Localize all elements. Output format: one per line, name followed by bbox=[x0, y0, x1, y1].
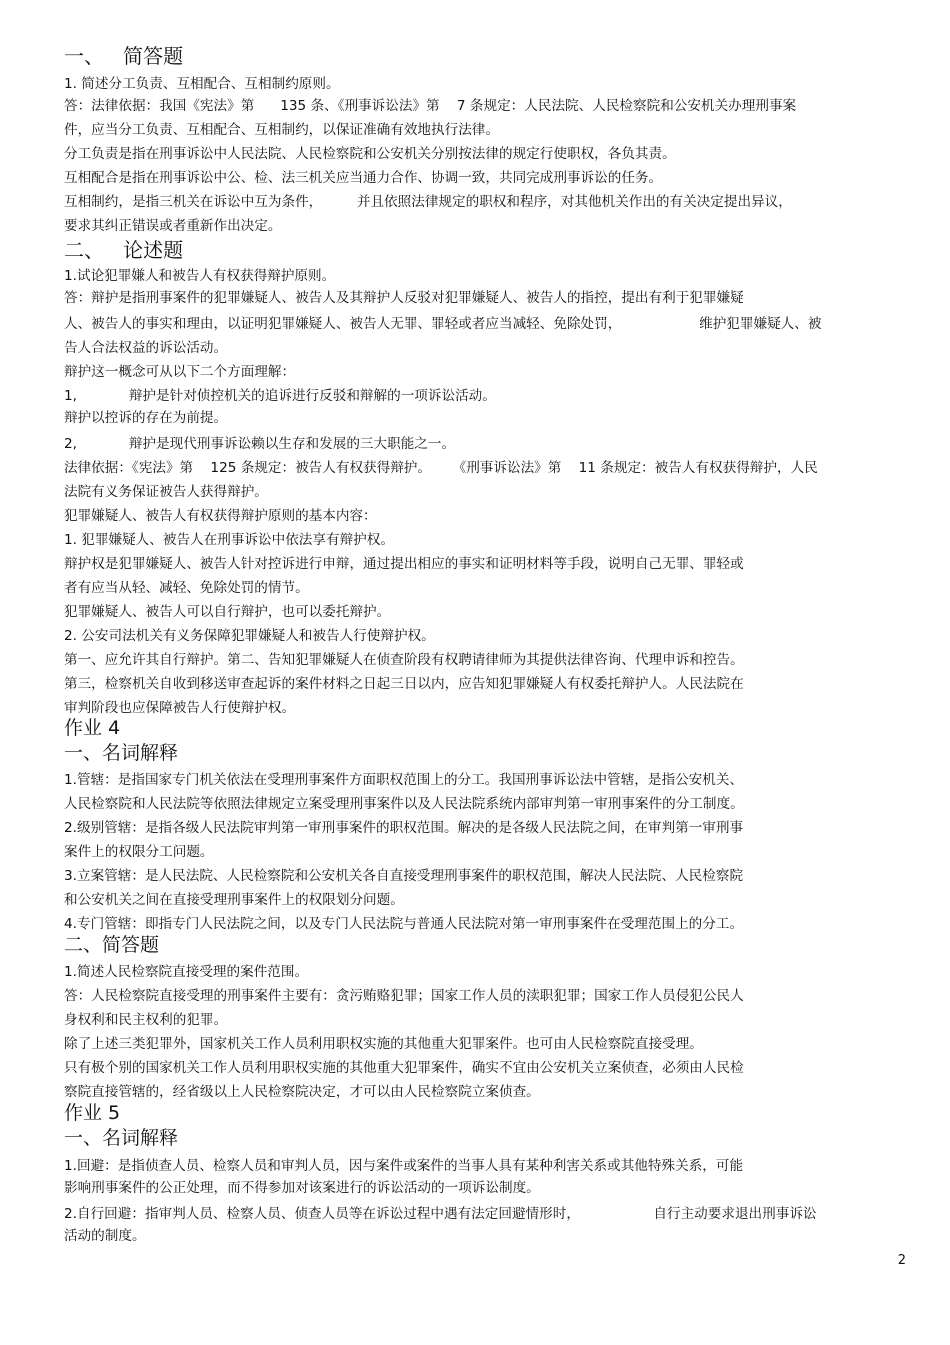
question: 1.试论犯罪嫌人和被告人有权获得辩护原则。 bbox=[64, 268, 336, 284]
text-line: 案件上的权限分工问题。 bbox=[64, 844, 214, 860]
assignment-title: 作业 5 bbox=[64, 1102, 121, 1124]
text-line: 人、被告人的事实和理由，以证明犯罪嫌疑人、被告人无罪、罪轻或者应当减轻、免除处罚， 维护犯罪嫌疑人、被 bbox=[64, 316, 822, 332]
text-line: 3.立案管辖：是人民法院、人民检察院和公安机关各自直接受理刑事案件的职权范围，解决人民法院、人民检察院 bbox=[64, 868, 744, 884]
text-line: 1, 辩护是针对侦控机关的追诉进行反驳和辩解的一项诉讼活动。 bbox=[64, 388, 496, 404]
text-line: 身权利和民主权利的犯罪。 bbox=[64, 1012, 228, 1028]
text-line: 互相制约，是指三机关在诉讼中互为条件， 并且依照法律规定的职权和程序，对其他机关作出的有关决定提出异议， bbox=[64, 194, 792, 210]
text-line: 2.自行回避：指审判人员、检察人员、侦查人员等在诉讼过程中遇有法定回避情形时， 自行主动要求退出刑事诉讼 bbox=[64, 1206, 817, 1222]
text-line: 和公安机关之间在直接受理刑事案件上的权限划分问题。 bbox=[64, 892, 404, 908]
text-line: 件，应当分工负责、互相配合、互相制约，以保证准确有效地执行法律。 bbox=[64, 122, 499, 138]
text-line: 审判阶段也应保障被告人行使辩护权。 bbox=[64, 700, 296, 716]
text-line: 人民检察院和人民法院等依照法律规定立案受理刑事案件以及人民法院系统内部审判第一审刑事案件的分工制度。 bbox=[64, 796, 744, 812]
text-line: 活动的制度。 bbox=[64, 1228, 146, 1244]
text-line: 1.管辖：是指国家专门机关依法在受理刑事案件方面职权范围上的分工。我国刑事诉讼法中管辖，是指公安机关、 bbox=[64, 772, 744, 788]
text-line: 法院有义务保证被告人获得辩护。 bbox=[64, 484, 268, 500]
text-line: 只有极个别的国家机关工作人员利用职权实施的其他重大犯罪案件，确实不宜由公安机关立案侦查，必须由人民检 bbox=[64, 1060, 744, 1076]
text-line: 要求其纠正错误或者重新作出决定。 bbox=[64, 218, 282, 234]
text-line: 2. 公安司法机关有义务保障犯罪嫌疑人和被告人行使辩护权。 bbox=[64, 628, 435, 644]
text-line: 答：辩护是指刑事案件的犯罪嫌疑人、被告人及其辩护人反驳对犯罪嫌疑人、被告人的指控，提出有利于犯罪嫌疑 bbox=[64, 290, 744, 306]
text-line: 1.回避：是指侦查人员、检察人员和审判人员，因与案件或案件的当事人具有某种利害关系或其他特殊关系，可能 bbox=[64, 1158, 744, 1174]
text-line: 2, 辩护是现代刑事诉讼赖以生存和发展的三大职能之一。 bbox=[64, 436, 456, 452]
assignment-title: 作业 4 bbox=[64, 717, 121, 739]
text-line: 辩护以控诉的存在为前提。 bbox=[64, 410, 228, 426]
text-line: 1. 犯罪嫌疑人、被告人在刑事诉讼中依法享有辩护权。 bbox=[64, 532, 394, 548]
text-line: 辩护权是犯罪嫌疑人、被告人针对控诉进行申辩，通过提出相应的事实和证明材料等手段，说明自己无罪、罪轻或 bbox=[64, 556, 744, 572]
text-line: 互相配合是指在刑事诉讼中公、检、法三机关应当通力合作、协调一致，共同完成刑事诉讼的任务。 bbox=[64, 170, 663, 186]
text-line: 2.级别管辖：是指各级人民法院审判第一审刑事案件的职权范围。解决的是各级人民法院之间，在审判第一审刑事 bbox=[64, 820, 744, 836]
text-line: 第三，检察机关自收到移送审查起诉的案件材料之日起三日以内，应告知犯罪嫌疑人有权委托辩护人。人民法院在 bbox=[64, 676, 744, 692]
text-line: 答：法律依据：我国《宪法》第 135 条、《刑事诉讼法》第 7 条规定：人民法院、人民检察院和公安机关办理刑事案 bbox=[64, 98, 797, 114]
text-line: 犯罪嫌疑人、被告人有权获得辩护原则的基本内容： bbox=[64, 508, 377, 524]
section-heading: 一、 简答题 bbox=[64, 44, 184, 68]
text-line: 4.专门管辖：即指专门人民法院之间，以及专门人民法院与普通人民法院对第一审刑事案件在受理范围上的分工。 bbox=[64, 916, 744, 932]
text-line: 答：人民检察院直接受理的刑事案件主要有：贪污贿赂犯罪；国家工作人员的渎职犯罪；国家工作人员侵犯公民人 bbox=[64, 988, 744, 1004]
section-heading: 二、 论述题 bbox=[64, 238, 184, 262]
text-line: 者有应当从轻、减轻、免除处罚的情节。 bbox=[64, 580, 309, 596]
question: 1.简述人民检察院直接受理的案件范围。 bbox=[64, 964, 309, 980]
text-line: 影响刑事案件的公正处理，而不得参加对该案进行的诉讼活动的一项诉讼制度。 bbox=[64, 1180, 540, 1196]
text-line: 分工负责是指在刑事诉讼中人民法院、人民检察院和公安机关分别按法律的规定行使职权，各负其责。 bbox=[64, 146, 676, 162]
question: 1. 简述分工负责、互相配合、互相制约原则。 bbox=[64, 76, 340, 92]
section-heading: 二、简答题 bbox=[64, 934, 160, 956]
text-line: 法律依据：《宪法》第 125 条规定：被告人有权获得辩护。 《刑事诉讼法》第 11 条规定：被告人有权获得辩护，人民 bbox=[64, 460, 818, 476]
text-line: 犯罪嫌疑人、被告人可以自行辩护，也可以委托辩护。 bbox=[64, 604, 391, 620]
text-line: 辩护这一概念可从以下二个方面理解： bbox=[64, 364, 296, 380]
text-line: 察院直接管辖的，经省级以上人民检察院决定，才可以由人民检察院立案侦查。 bbox=[64, 1084, 540, 1100]
section-heading: 一、名词解释 bbox=[64, 742, 179, 764]
text-line: 告人合法权益的诉讼活动。 bbox=[64, 340, 228, 356]
text-line: 除了上述三类犯罪外，国家机关工作人员利用职权实施的其他重大犯罪案件。也可由人民检察院直接受理。 bbox=[64, 1036, 703, 1052]
page-number: 2 bbox=[897, 1253, 906, 1268]
text-line: 第一、应允许其自行辩护。第二、告知犯罪嫌疑人在侦查阶段有权聘请律师为其提供法律咨询、代理申诉和控告。 bbox=[64, 652, 744, 668]
section-heading: 一、名词解释 bbox=[64, 1127, 179, 1149]
